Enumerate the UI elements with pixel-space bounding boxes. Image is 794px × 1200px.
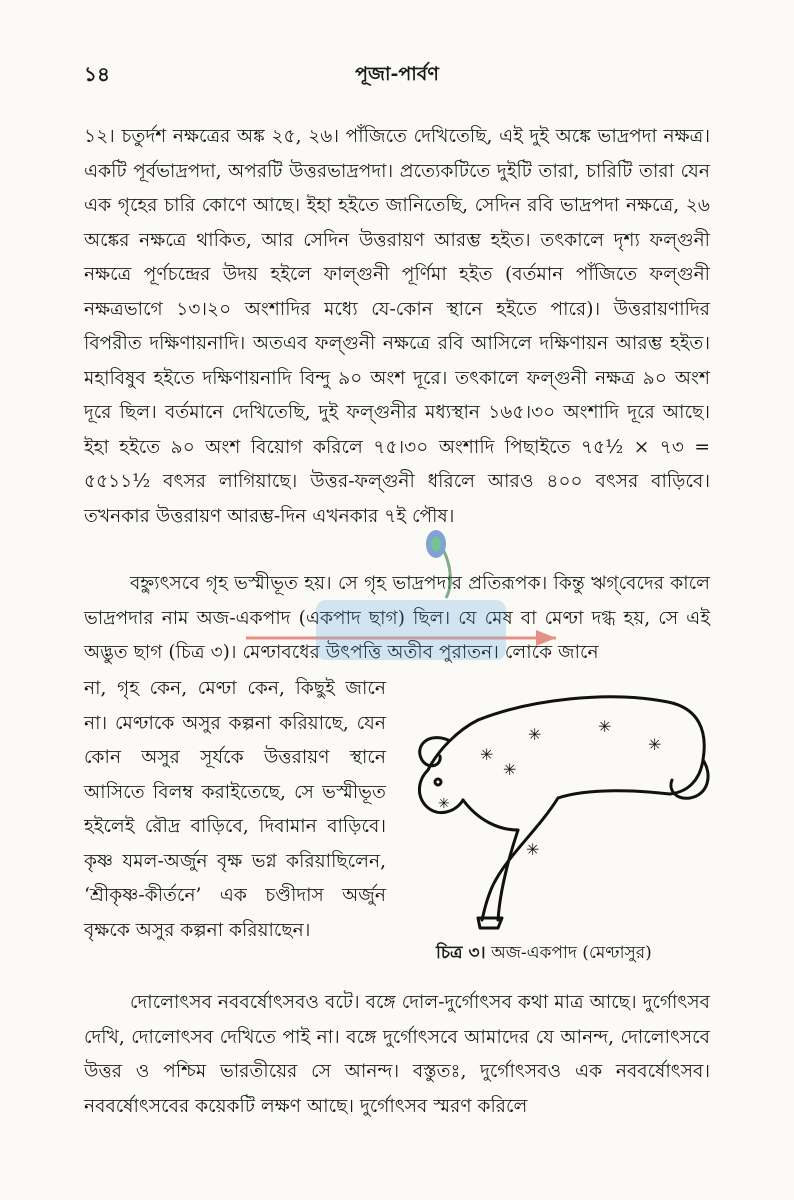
- svg-text:✳: ✳: [528, 725, 542, 744]
- paragraph-dol: দোলোৎসব নববর্ষোৎসবও বটে। বঙ্গে দোল-দুর্গোৎসব কথা মাত্র আছে। দুর্গোৎসব দেখি, দোলোৎসব দেখিতে পাই না। বঙ্গে দুর্গোৎসবে আমাদের যে আনন্দ, দোলোৎসবে উত্তর ও পশ্চিম ভারতীয়ের সে আনন্দ। বস্তুতঃ, দুর্গোৎসবও এক নববর্ষোৎসব। নববর্ষোৎসবের কয়েকটি লক্ষণ আছে। দুর্গোৎসব স্মরণ করিলে: [84, 992, 710, 1117]
- page-header: [84, 60, 710, 90]
- watermark-logo: [236, 528, 566, 668]
- paragraph-bonfire: বহ্ন্যুৎসবে গৃহ ভস্মীভূত হয়। সে গৃহ ভাদ্রপদার প্রতিরূপক। কিন্তু ঋগ্‌বেদের কালে ভাদ্রপদার নাম অজ-একপাদ (একপাদ ছাগ) ছিল। যে মেষ বা মেণ্ঢা দগ্ধ হয়, সে এই অদ্ভুত ছাগ (চিত্র ৩)। মেণ্ঢাবধের উৎপত্তি অতীব পুরাতন। লোকে জানে: [84, 573, 710, 663]
- one-legged-goat-illustration: [408, 680, 728, 940]
- svg-text:✳: ✳: [438, 796, 450, 812]
- svg-text:✳: ✳: [526, 840, 540, 859]
- paragraph-12: ১২। চতুর্দশ নক্ষত্রের অঙ্ক ২৫, ২৬। পাঁজিতে দেখিতেছি, এই দুই অঙ্কে ভাদ্রপদা নক্ষত্র। একটি পূর্বভাদ্রপদা, অপরটি উত্তরভাদ্রপদা। প্রত্যেকটিতে দুইটি তারা, চারিটি তারা যেন এক গৃহের চারি কোণে আছে। ইহা হইতে জানিতেছি, সেদিন রবি ভাদ্রপদা নক্ষত্রে, ২৬ অঙ্কের নক্ষত্রে থাকিত, আর সেদিন উত্তরায়ণ আরম্ভ হইত। তৎকালে দৃশ্য ফল্গুনী নক্ষত্রে পূর্ণচন্দ্রের উদয় হইলে ফাল্গুনী পূর্ণিমা হইত (বর্তমান পাঁজিতে ফল্গুনী নক্ষত্রভাগে ১৩।২০ অংশাদির মধ্যে যে-কোন স্থানে হইতে পারে)। উত্তরায়ণাদির বিপরীত দক্ষিণায়নাদি। অতএব ফল্গুনী নক্ষত্রে রবি আসিলে দক্ষিণায়ন আরম্ভ হইত। মহাবিষুব হইতে দক্ষিণায়নাদি বিন্দু ৯০ অংশ দূরে। তৎকালে ফল্গুনী নক্ষত্র ৯০ অংশ দূরে ছিল। বর্তমানে দেখিতেছি, দুই ফল্গুনীর মধ্যস্থান ১৬৫।৩০ অংশাদি দূরে আছে। ইহা হইতে ৯০ অংশ বিয়োগ করিলে ৭৫।৩০ অংশাদি পিছাইতে ৭৫½ × ৭৩ = ৫৫১১½ বৎসর লাগিয়াছে। উত্তর-ফল্গুনী ধরিলে আরও ৪০০ বৎসর বাড়িবে। তখনকার উত্তরায়ণ আরম্ভ-দিন এখনকার ৭ই পৌষ।: [84, 126, 710, 527]
- figure-label: চিত্র ৩।: [436, 943, 486, 963]
- svg-text:✳: ✳: [503, 760, 517, 779]
- page-number: ১৪: [84, 62, 110, 86]
- running-title: পূজা-পার্বণ: [355, 63, 439, 85]
- star-marks: [438, 717, 661, 859]
- svg-text:✳: ✳: [648, 735, 662, 754]
- paragraph-mendha: না, গৃহ কেন, মেণ্ঢা কেন, কিছুই জানে না। মেণ্ঢাকে অসুর কল্পনা করিয়াছে, যেন কোন অসুর সূর্যকে উত্তরায়ণ স্থানে আসিতে বিলম্ব করাইতেছে, সে ভস্মীভূত হইলেই রৌদ্র বাড়িবে, দিবামান বাড়িবে। কৃষ্ণ যমল-অর্জুন বৃক্ষ ভগ্ন করিয়াছিলেন, ‘শ্রীকৃষ্ণ-কীর্তনে’ এক চণ্ডীদাস অর্জুন বৃক্ষকে অসুর কল্পনা করিয়াছেন।: [84, 678, 386, 941]
- figure-caption-text: অজ-একপাদ (মেণ্ঢাসুর): [491, 943, 652, 963]
- svg-text:✳: ✳: [598, 717, 612, 736]
- figure-aja-ekapada: [408, 680, 728, 970]
- figure-caption: [436, 940, 736, 968]
- svg-text:✳: ✳: [480, 745, 494, 764]
